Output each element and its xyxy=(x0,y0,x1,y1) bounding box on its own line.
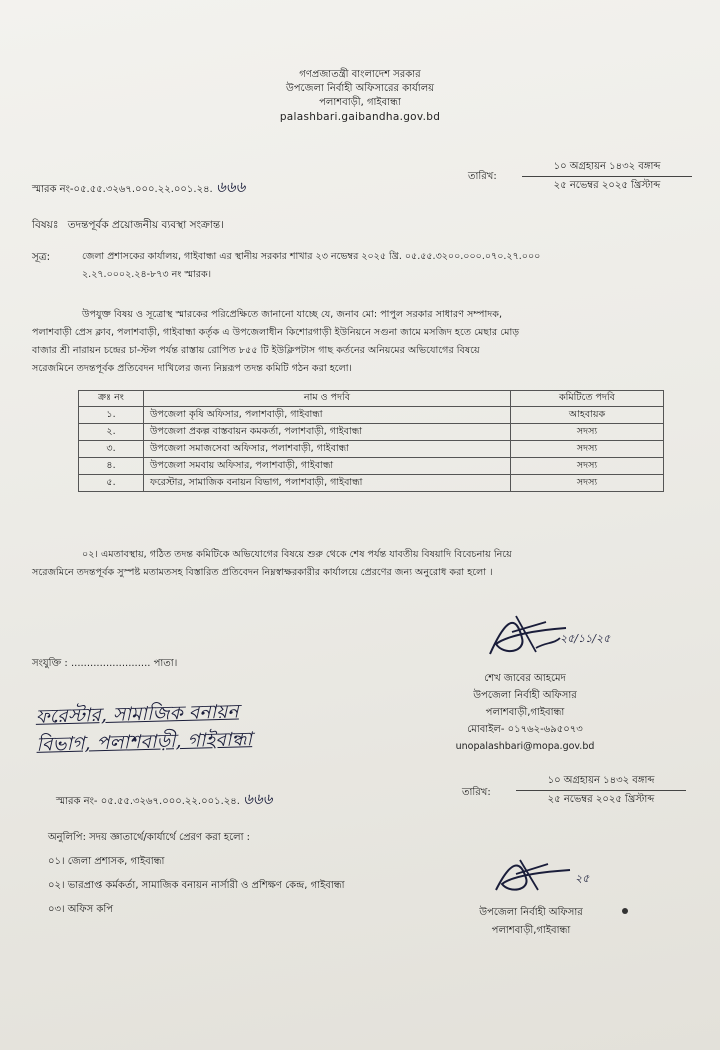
date2-divider xyxy=(516,790,686,791)
signatory-email: unopalashbari@mopa.gov.bd xyxy=(455,741,595,752)
table-row xyxy=(79,458,664,475)
signatory2-block xyxy=(446,904,616,940)
copy-item: ০২। ভারপ্রাপ্ত কর্মকর্তা, সামাজিক বনায়ন নার্সারী ও প্রশিক্ষণ কেন্দ্র, গাইবান্ধা xyxy=(48,880,345,891)
govt-name: গণপ্রজাতন্ত্রী বাংলাদেশ সরকার xyxy=(299,69,421,80)
copy-label: অনুলিপি: সদয় জ্ঞাতার্থে/কার্যার্থে প্রেরণ করা হলো : xyxy=(48,832,251,843)
table-header-row xyxy=(79,391,664,407)
p1-line: বাজার শ্রী নারায়ন চন্দ্রের চা-স্টল পর্যন্ত রাস্তায় রোপিত ৮৫৫ টি ইউক্লিপটাস গাছ কর্তনের অনিয়মের অভিযোগের বিষয়ে xyxy=(32,345,480,356)
row-role: সদস্য xyxy=(511,458,664,475)
committee-table xyxy=(78,390,664,492)
memo-date-label: তারিখ: xyxy=(468,171,497,182)
subject-text: তদন্তপূর্বক প্রয়োজনীয় ব্যবস্থা সংক্রান্ত। xyxy=(67,219,224,231)
signatory-mobile: মোবাইল- ০১৭৬২-৬৯৫০৭৩ xyxy=(467,724,583,735)
table-row xyxy=(79,441,664,458)
row-serial: ৪. xyxy=(79,458,144,475)
memo2-date-label: তারিখ: xyxy=(462,787,491,798)
signatory-location: পলাশবাড়ী,গাইবান্ধা xyxy=(485,707,565,718)
table-row xyxy=(79,407,664,424)
row-serial: ২. xyxy=(79,424,144,441)
header-name: নাম ও পদবি xyxy=(144,391,511,407)
row-serial: ৩. xyxy=(79,441,144,458)
copy-item: ০১। জেলা প্রশাসক, গাইবান্ধা xyxy=(48,856,165,867)
memo2-number xyxy=(56,792,272,809)
reference xyxy=(82,248,702,284)
p1-line: উপযুক্ত বিষয় ও সূত্রোস্থ স্মারকের পরিপ্রেক্ষিতে জানানো যাচ্ছে যে, জনাব মো: পাপুল সরকার সাধারণ সম্পাদক, xyxy=(82,309,503,320)
signatory-block xyxy=(440,670,610,755)
copy-block xyxy=(48,826,345,922)
date2-bangla: ১০ অগ্রহায়ন ১৪৩২ বঙ্গাব্দ xyxy=(547,775,655,786)
subject xyxy=(32,216,224,234)
signatory2-location: পলাশবাড়ী,গাইবান্ধা xyxy=(491,925,571,936)
date-bangla: ১০ অগ্রহায়ন ১৪৩২ বঙ্গাব্দ xyxy=(553,161,661,172)
row-name: উপজেলা সমবায় অফিসার, পলাশবাড়ী, গাইবান্ধা xyxy=(144,458,511,475)
attachment-line: সংযুক্তি : ......................... পাতা। xyxy=(32,658,178,669)
office-location: পলাশবাড়ী, গাইবান্ধা xyxy=(319,97,401,108)
memo-date xyxy=(522,160,692,193)
row-role: আহবায়ক xyxy=(511,407,664,424)
row-name: উপজেলা কৃষি অফিসার, পলাশবাড়ী, গাইবান্ধা xyxy=(144,407,511,424)
p1-line: পলাশবাড়ী প্রেস ক্লাব, পলাশবাড়ী, গাইবান্ধা কর্তৃক এ উপজেলাধীন কিশোরগাড়ী ইউনিয়নে সগুনা জামে মসজিদ হতে মেছার মোড় xyxy=(32,327,520,338)
row-role: সদস্য xyxy=(511,424,664,441)
row-name: ফরেস্টার, সামাজিক বনায়ন বিভাগ, পলাশবাড়ী, গাইবান্ধা xyxy=(144,475,511,492)
row-role: সদস্য xyxy=(511,441,664,458)
reference-label: সূত্র: xyxy=(32,251,51,263)
date-divider xyxy=(522,176,692,177)
table-row xyxy=(79,475,664,492)
signatory2-designation: উপজেলা নির্বাহী অফিসার xyxy=(479,907,583,918)
paragraph-2 xyxy=(32,546,702,582)
row-name: উপজেলা প্রকল্প বাস্তবায়ন কমকর্তা, পলাশবাড়ী, গাইবান্ধা xyxy=(144,424,511,441)
reference-line-2: ২.২৭.০০০২.২৪-৮৭৩ নং স্মারক। xyxy=(82,269,212,280)
memo2-number-handwritten: ৬৬৬ xyxy=(243,790,273,808)
signature-date: ২৫/১১/২৫ xyxy=(560,632,611,645)
copy-item: ০৩। অফিস কপি xyxy=(48,904,114,915)
ink-dot xyxy=(622,908,628,914)
memo-number-handwritten: ৬৬৬ xyxy=(215,178,246,196)
row-role: সদস্য xyxy=(511,475,664,492)
reference-line-1: জেলা প্রশাসকের কার্যালয়, গাইবান্ধা এর স্থানীয় সরকার শাখার ২৩ নভেম্বর ২০২৫ খ্রি. ০৫.৫৫.৩২০০.০০০.০৭০.২৭.০০০ xyxy=(82,251,541,262)
p2-line: সরেজমিনে তদন্তপূর্বক সুস্পষ্ট মতামতসহ বিস্তারিত প্রতিবেদন নিম্নস্বাক্ষরকারীর কার্যালয়ে প্রেরণের জন্য অনুরোধ করা হলো । xyxy=(32,567,493,578)
table-row xyxy=(79,424,664,441)
memo2-date xyxy=(516,774,686,807)
p2-line: ০২। এমতাবস্থায়, গঠিত তদন্ত কমিটিকে অভিযোগের বিষয়ে শুরু থেকে শেষ পর্যন্ত যাবতীয় বিষয়াদি বিবেচনায় নিয়ে xyxy=(82,549,512,560)
memo-number xyxy=(32,180,245,197)
row-serial: ১. xyxy=(79,407,144,424)
handwritten-note xyxy=(35,697,252,759)
header-role: কমিটিতে পদবি xyxy=(511,391,664,407)
memo2-number-label: স্মারক নং- ০৫.৫৫.৩২৬৭.০০০.২২.০০১.২৪. xyxy=(56,796,240,807)
signatory-designation: উপজেলা নির্বাহী অফিসার xyxy=(473,690,577,701)
signature2-date: ২৫ xyxy=(575,872,590,885)
row-name: উপজেলা সমাজসেবা অফিসার, পলাশবাড়ী, গাইবান্ধা xyxy=(144,441,511,458)
header-serial: ক্রঃ নং xyxy=(79,391,144,407)
date2-english: ২৫ নভেম্বর ২০২৫ খ্রিস্টাব্দ xyxy=(547,794,655,805)
date-english: ২৫ নভেম্বর ২০২৫ খ্রিস্টাব্দ xyxy=(553,180,661,191)
office-name: উপজেলা নির্বাহী অফিসারের কার্যালয় xyxy=(285,83,435,94)
signatory-name: শেখ জাবের আহমেদ xyxy=(484,673,566,684)
paragraph-1 xyxy=(32,306,702,378)
p1-line: সরেজমিনে তদন্তপূর্বক প্রতিবেদন দাখিলের জন্য নিম্নরূপ তদন্ত কমিটি গঠন করা হলো। xyxy=(32,363,352,374)
letterhead xyxy=(210,68,510,124)
subject-label: বিষয়ঃ xyxy=(32,219,59,231)
row-serial: ৫. xyxy=(79,475,144,492)
memo-number-label: স্মারক নং-০৫.৫৫.৩২৬৭.০০০.২২.০০১.২৪. xyxy=(32,184,213,195)
handwritten-line-2: বিভাগ, পলাশবাড়ী, গাইবান্ধা xyxy=(36,728,253,756)
handwritten-line-1: ফরেস্টার, সামাজিক বনায়ন xyxy=(35,700,239,728)
office-website: palashbari.gaibandha.gov.bd xyxy=(279,111,441,123)
